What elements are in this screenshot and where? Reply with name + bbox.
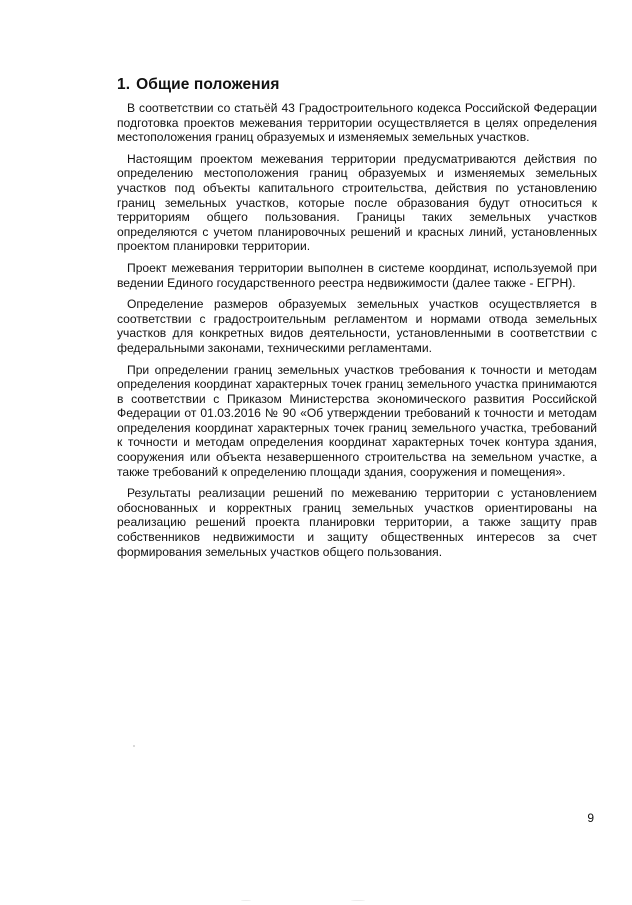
- paragraph-1: [117, 101, 597, 145]
- paragraph-6: [117, 486, 597, 559]
- paragraph-3-text: Проект межевания территории выполнен в системе координат, используемой при ведении Единого государственного реестра недвижимости (далее также - ЕГРН).: [117, 260, 597, 290]
- scan-speck: [133, 745, 135, 747]
- paragraph-4: [117, 297, 597, 355]
- paragraph-4-text: Определение размеров образуемых земельных участков осуществляется в соответствии с градостроительным регламентом и нормами отвода земельных участков для конкретных видов деятельности, установленными в соответствии с федеральными законами, техническими регламентами.: [117, 297, 597, 355]
- paragraph-6-text: Результаты реализации решений по межеванию территории с установлением обоснованных и корректных границ земельных участков ориентированы на реализацию решений проекта планировки территории, а также защиту прав собственников недвижимости и защиту общественных интересов за счет формирования земельных участков общего пользования.: [117, 486, 597, 559]
- paragraph-2-text: Настоящим проектом межевания территории предусматриваются действия по определению местоположения границ образуемых и изменяемых земельных участков под объекты капитального строительства, действия по установлению границ земельных участков, которые после образования будут относиться к территориям общего пользования. Границы таких земельных участков определяются с учетом планировочных решений и красных линий, установленных проектом планировки территории.: [117, 151, 597, 254]
- paragraph-3: [117, 261, 597, 290]
- paragraph-1-text: В соответствии со статьёй 43 Градостроительного кодекса Российской Федерации подготовка проектов межевания территории осуществляется в целях определения местоположения границ образуемых и изменяемых земельных участков.: [117, 101, 597, 145]
- section-body: [117, 101, 597, 566]
- scan-speck: [241, 900, 251, 901]
- section-title: Общие положения: [136, 76, 280, 93]
- paragraph-5: [117, 363, 597, 480]
- section-number: 1.: [117, 76, 131, 93]
- paragraph-2: [117, 152, 597, 254]
- paragraph-5-text: При определении границ земельных участков требования к точности и методам определения координат характерных точек границ земельного участка принимаются в соответствии с Приказом Министерства экономического развития Российской Федерации от 01.03.2016 № 90 «Об утверждении требований к точности и методам определения координат характерных точек границ земельного участка, требований к точности и методам определения координат характерных точек контура здания, сооружения или объекта незавершенного строительства на земельном участке, а также требований к определению площади здания, сооружения и помещения».: [117, 362, 597, 479]
- scan-speck: [351, 900, 365, 901]
- section-heading: [117, 76, 280, 94]
- page-number: 9: [587, 811, 594, 825]
